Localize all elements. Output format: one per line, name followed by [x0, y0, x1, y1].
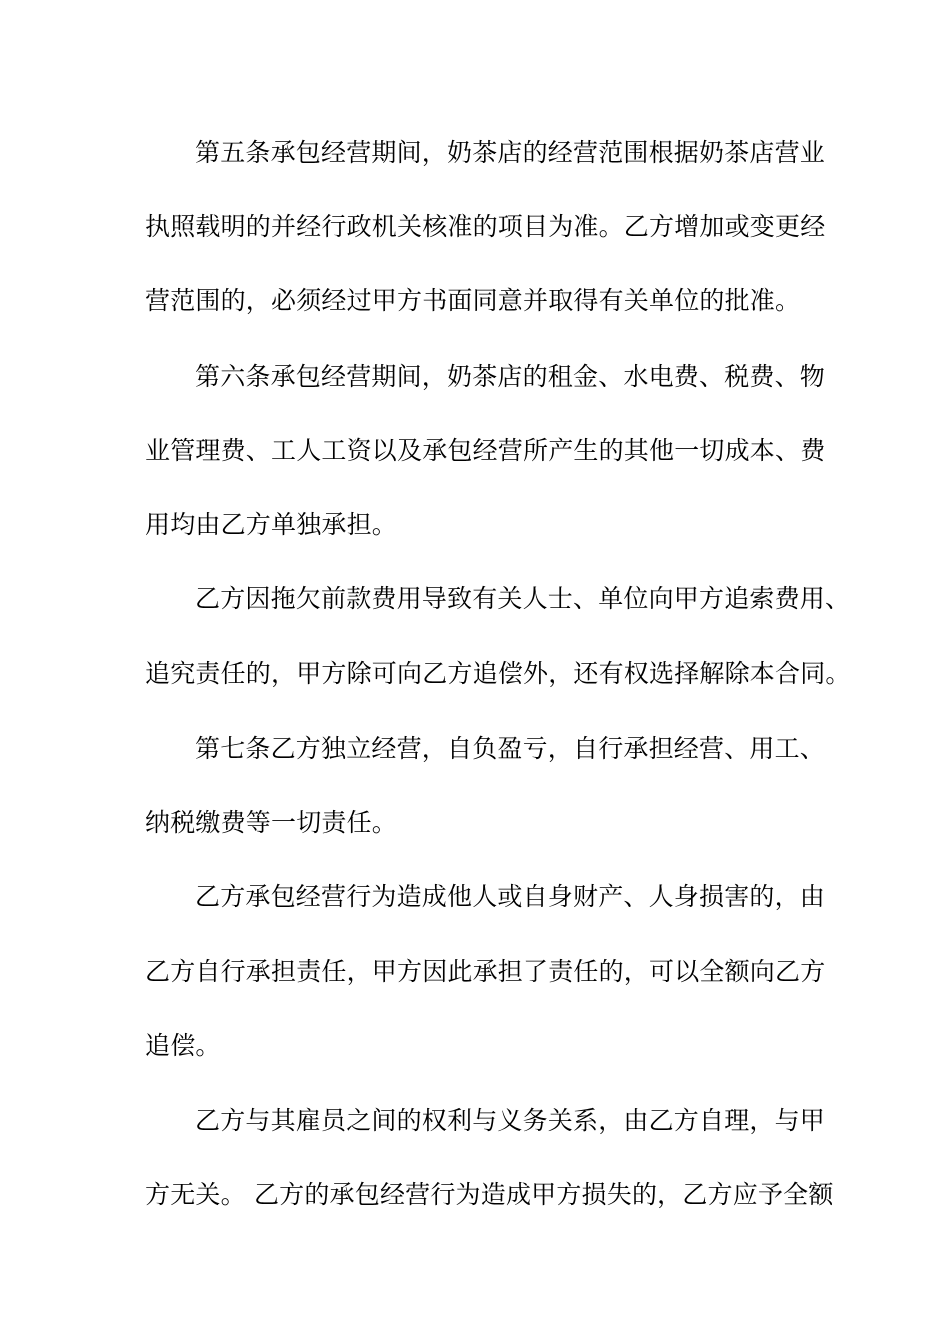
clause-5-line-1: 第五条承包经营期间，奶茶店的经营范围根据奶茶店营业: [195, 138, 826, 167]
clause-6-line-1: 第六条承包经营期间，奶茶店的租金、水电费、税费、物: [195, 362, 826, 391]
clause-7-line-1: 第七条乙方独立经营，自负盈亏，自行承担经营、用工、: [195, 734, 826, 763]
clause-7-para-2-line-2: 乙方自行承担责任，甲方因此承担了责任的，可以全额向乙方: [145, 957, 826, 986]
clause-7-para-3-line-1: 乙方与其雇员之间的权利与义务关系，由乙方自理，与甲: [195, 1106, 826, 1135]
clause-7-para-3-line-2: 方无关。 乙方的承包经营行为造成甲方损失的，乙方应予全额: [145, 1180, 834, 1209]
clause-5-line-2: 执照载明的并经行政机关核准的项目为准。乙方增加或变更经: [145, 212, 826, 241]
clause-5-line-3: 营范围的，必须经过甲方书面同意并取得有关单位的批准。: [145, 286, 801, 315]
clause-7-line-2: 纳税缴费等一切责任。: [145, 808, 398, 837]
clause-6-line-3: 用均由乙方单独承担。: [145, 510, 398, 539]
clause-7-para-2-line-3: 追偿。: [145, 1031, 221, 1060]
clause-6-line-2: 业管理费、工人工资以及承包经营所产生的其他一切成本、费: [145, 436, 826, 465]
clause-6-para-2-line-1: 乙方因拖欠前款费用导致有关人士、单位向甲方追索费用、: [195, 584, 851, 613]
clause-7-para-2-line-1: 乙方承包经营行为造成他人或自身财产、人身损害的，由: [195, 882, 826, 911]
clause-6-para-2-line-2: 追究责任的，甲方除可向乙方追偿外，还有权选择解除本合同。: [145, 659, 851, 688]
